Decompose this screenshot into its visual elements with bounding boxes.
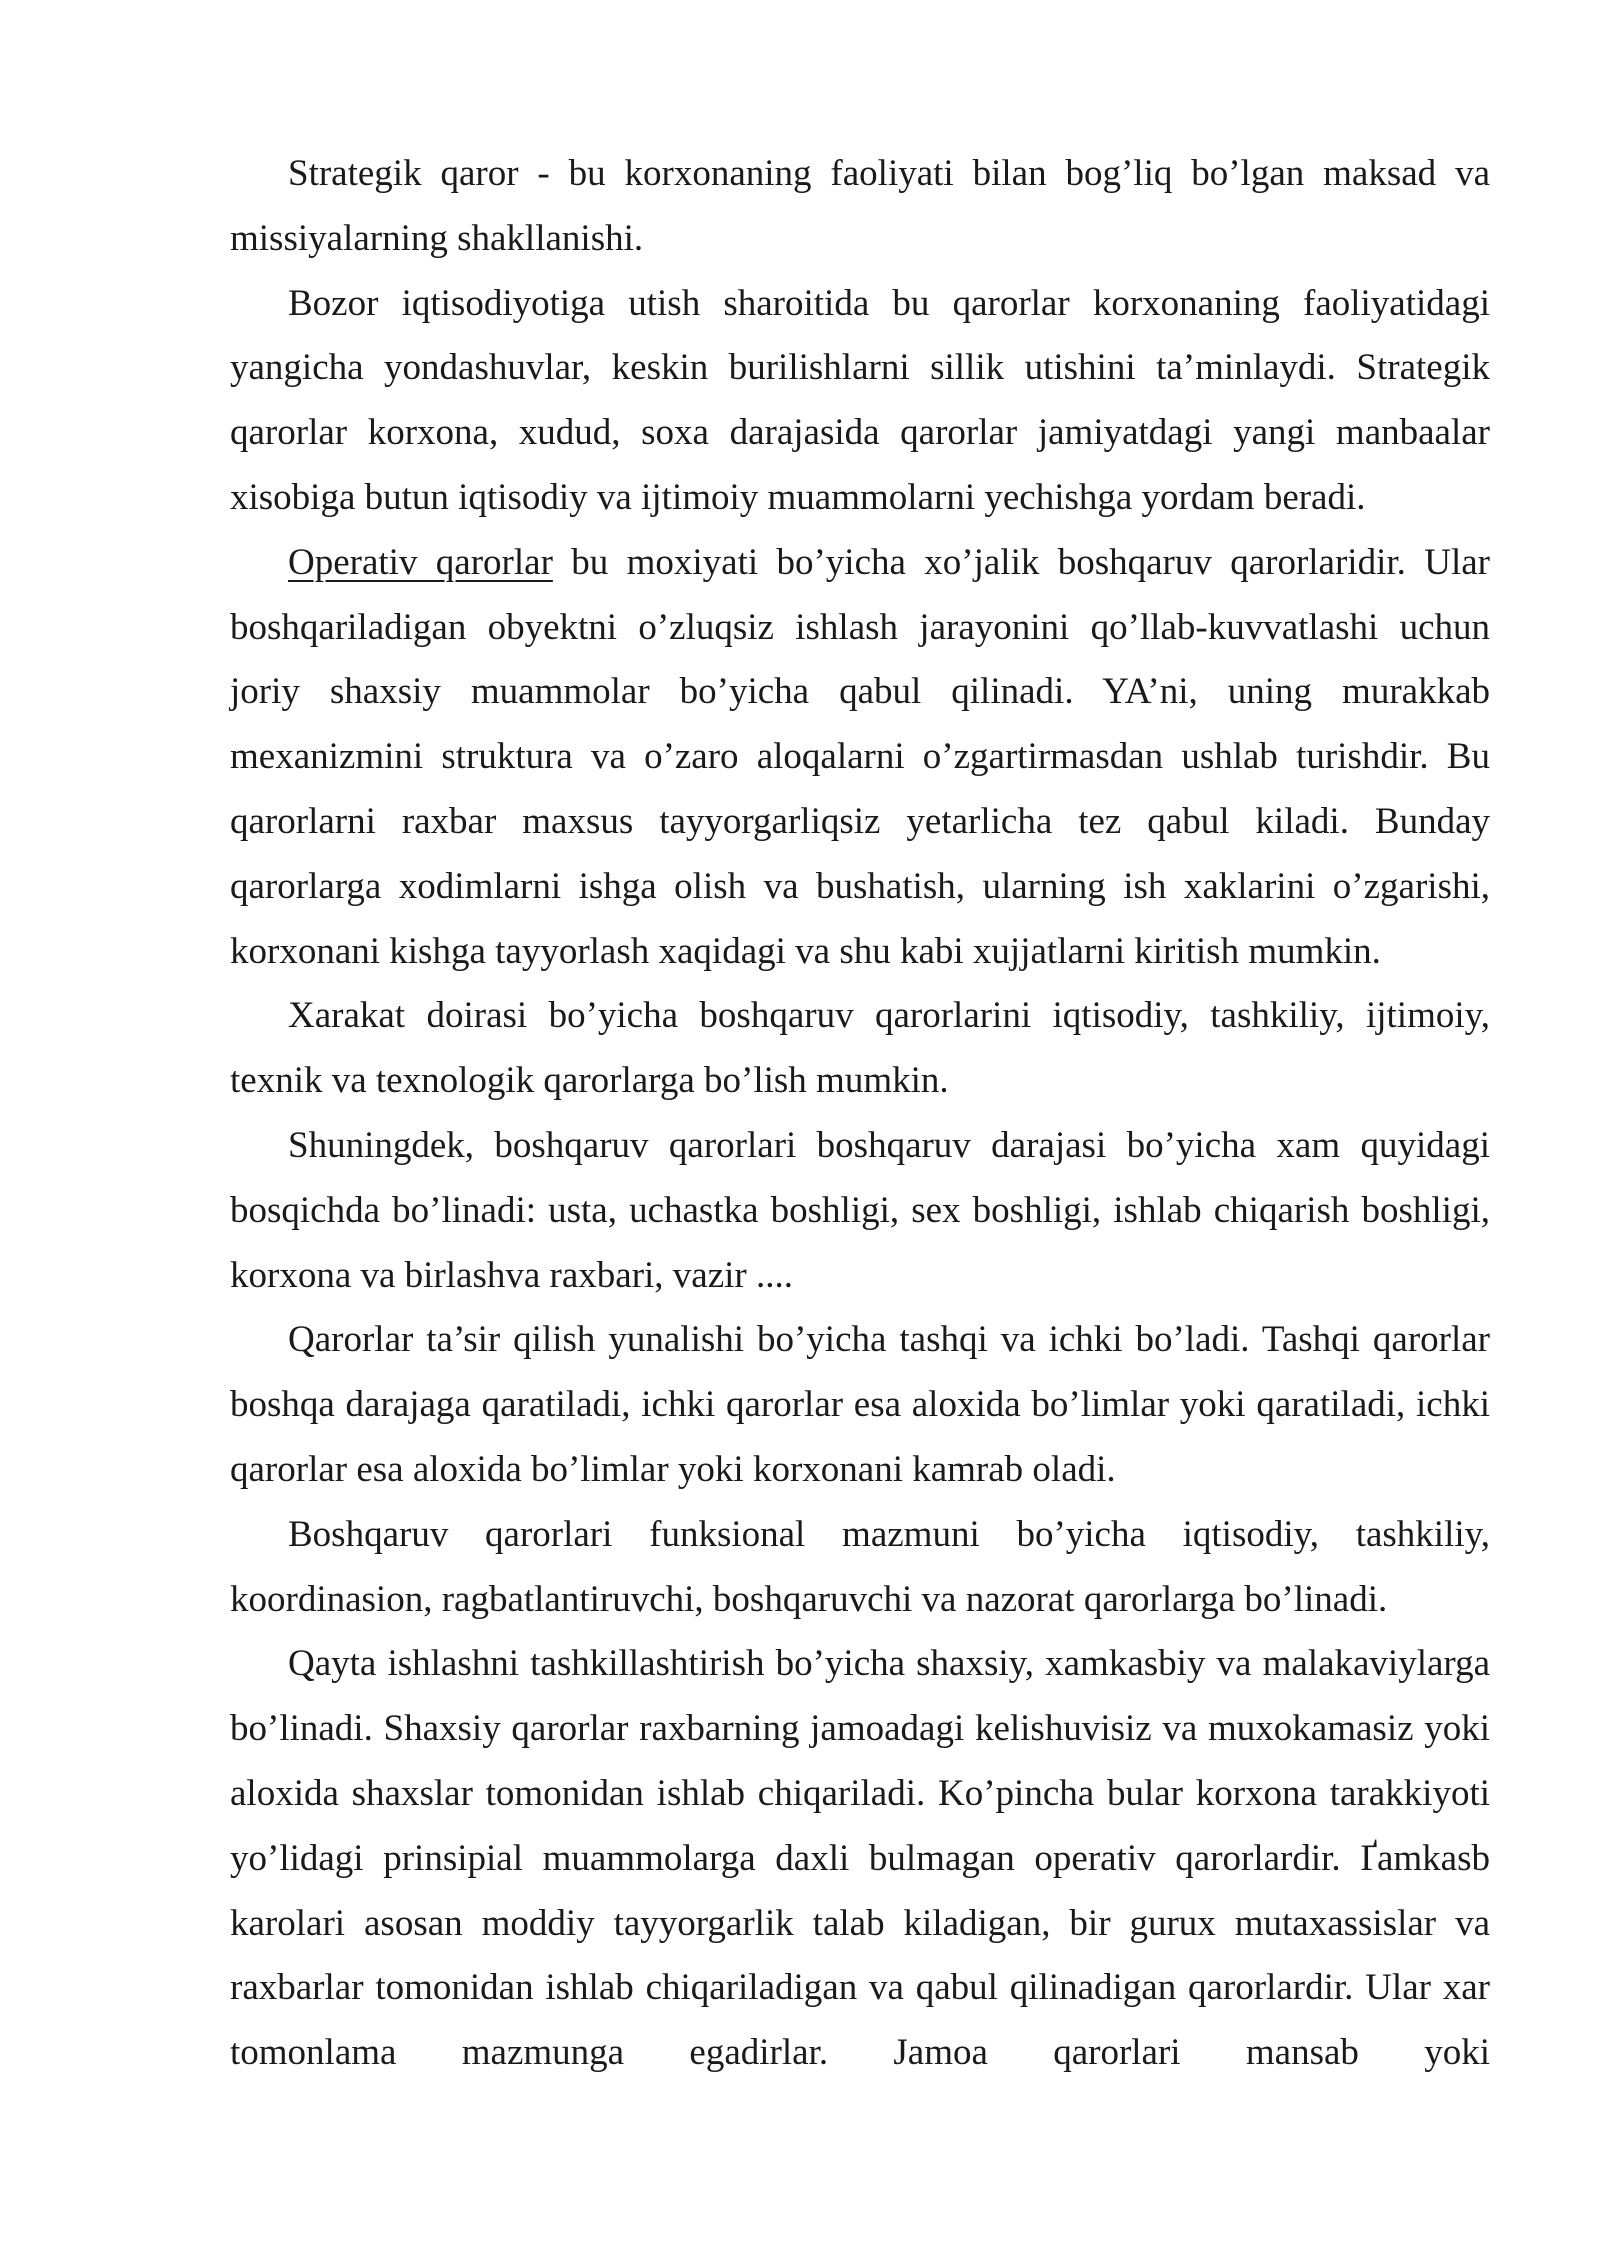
paragraph-scope-of-action [230,984,1490,1114]
paragraph-text: Qarorlar ta’sir qilish yunalishi bo’yicha tashqi va ichki bo’ladi. Tashqi qarorlar boshqa darajaga qaratiladi, ichki qarorlar esa aloxida bo’limlar yoki qaratiladi, ichki qarorlar esa aloxida bo’limlar yoki korxonani kamrab oladi. [230,1319,1490,1490]
underlined-term: Operativ qarorlar [288,541,553,583]
paragraph-operative-decisions [230,531,1490,985]
paragraph-text: Strategik qaror - bu korxonaning faoliyati bilan bog’liq bo’lgan maksad va missiyalarning shakllanishi. [230,153,1490,259]
paragraph-market-economy [230,272,1490,531]
paragraph-organization-of-processing [230,1632,1490,2086]
document-body [230,142,1490,2086]
paragraph-text: Xarakat doirasi bo’yicha boshqaruv qarorlarini iqtisodiy, tashkiliy, ijtimoiy, texnik va texnologik qarorlarga bo’lish mumkin. [230,995,1490,1102]
paragraph-management-levels [230,1114,1490,1308]
paragraph-text: bu moxiyati bo’yicha xo’jalik boshqaruv qarorlaridir. Ular boshqariladigan obyektni o’zluqsiz ishlash jarayonini qo’llab-kuvvatlashi uchun joriy shaxsiy muammolar bo’yicha qabul qilinadi. YA’ni, uning murakkab mexanizmini struktura va o’zaro aloqalarni o’zgartirmasdan ushlab turishdir. Bu qarorlarni raxbar maxsus tayyorgarliqsiz yetarlicha tez qabul kiladi. Bunday qarorlarga xodimlarni ishga olish va bushatish, ularning ish xaklarini o’zgarishi, korxonani kishga tayyorlash xaqidagi va shu kabi xujjatlarni kiritish mumkin. [230,541,1490,972]
paragraph-functional-content [230,1503,1490,1633]
paragraph-text: Boshqaruv qarorlari funksional mazmuni bo’yicha iqtisodiy, tashkiliy, koordinasion, ragbatlantiruvchi, boshqaruvchi va nazorat qarorlarga bo’linadi. [230,1513,1490,1620]
paragraph-strategic-decision [230,142,1490,272]
paragraph-direction-of-influence [230,1308,1490,1502]
paragraph-text: Qayta ishlashni tashkillashtirish bo’yicha shaxsiy, xamkasbiy va malakaviylarga bo’linadi. Shaxsiy qarorlar raxbarning jamoadagi kelishuvisiz va muxokamasiz yoki aloxida shaxslar tomonidan ishlab chiqariladi. Ko’pincha bular korxona tarakkiyoti yo’lidagi prinsipial muammolarga daxli bulmagan operativ qarorlardir. Ґamkasb karolari asosan moddiy tayyorgarlik talab kiladigan, bir gurux mutaxassislar va raxbarlar tomonidan ishlab chiqariladigan va qabul qilinadigan qarorlardir. Ular xar tomonlama mazmunga egadirlar. Jamoa qarorlari mansab yoki [230,1643,1490,2074]
paragraph-text: Bozor iqtisodiyotiga utish sharoitida bu qarorlar korxonaning faoliyatidagi yangicha yondashuvlar, keskin burilishlarni sillik utishini ta’minlaydi. Strategik qarorlar korxona, xudud, soxa darajasida qarorlar jamiyatdagi yangi manbaalar xisobiga butun iqtisodiy va ijtimoiy muammolarni yechishga yordam beradi. [230,282,1490,518]
paragraph-text: Shuningdek, boshqaruv qarorlari boshqaruv darajasi bo’yicha xam quyidagi bosqichda bo’linadi: usta, uchastka boshligi, sex boshligi, ishlab chiqarish boshligi, korxona va birlashva raxbari, vazir .... [230,1124,1490,1296]
